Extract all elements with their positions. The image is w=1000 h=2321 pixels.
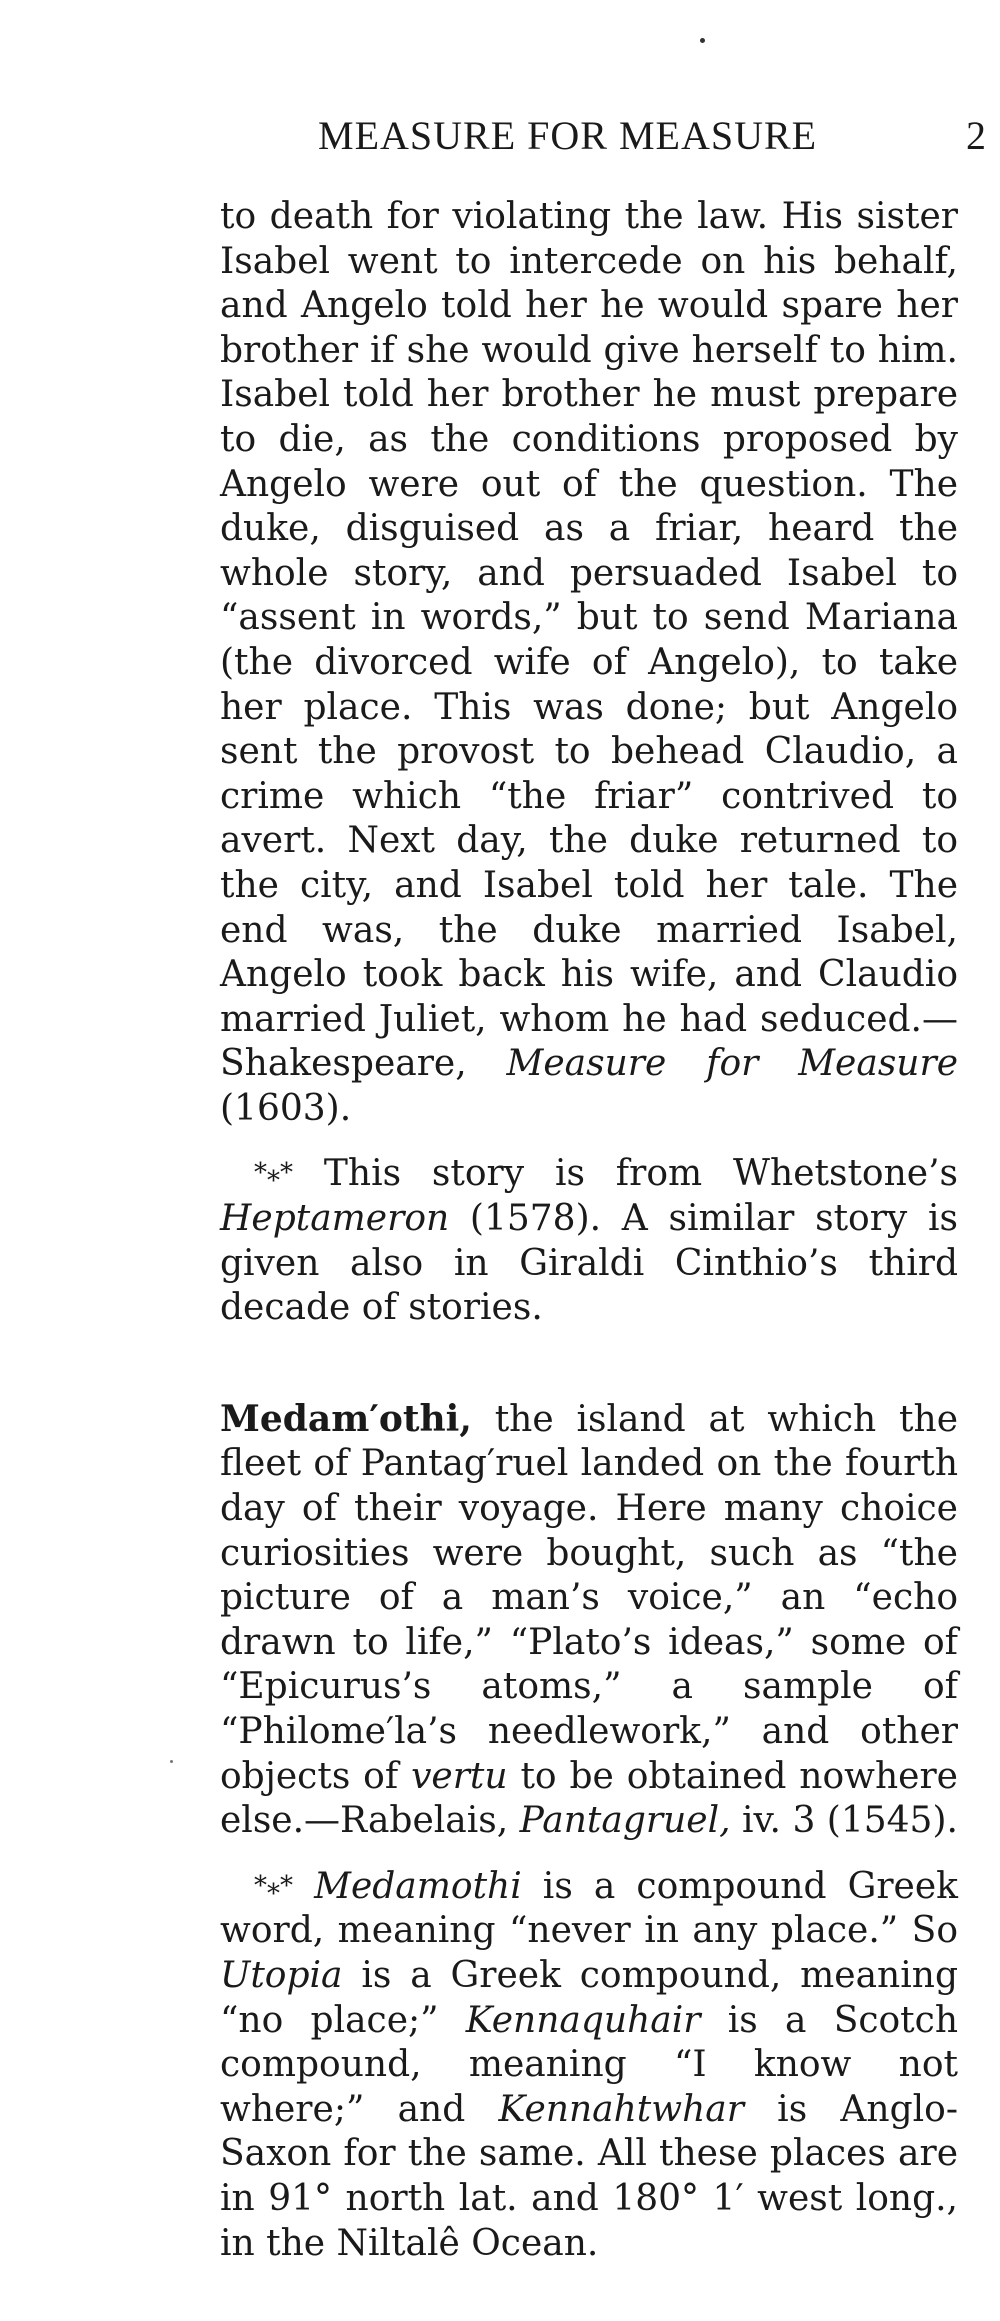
asterism-marker: *⁎* — [254, 1158, 293, 1189]
body-text: (1603). — [220, 1087, 352, 1129]
print-speck — [700, 38, 705, 43]
note-whetstone — [220, 1151, 958, 1330]
body-text: iv. 3 (1545). — [730, 1800, 958, 1842]
body-text: is a Scotch compound, meaning “I know not where;” and — [220, 1999, 958, 2130]
print-speck — [170, 1760, 173, 1763]
work-title: Pantagruel, — [519, 1800, 731, 1842]
body-text: to be obtained nowhere else.—Rabelais, — [220, 1755, 958, 1842]
italic-term: Medamothi — [314, 1865, 522, 1907]
entry-headword: Medam′othi, — [220, 1397, 472, 1440]
entry-medamothi — [220, 1397, 958, 1844]
body-text: (1578). A similar story is given also in Giraldi Cinthio’s third decade of stories. — [220, 1198, 958, 1329]
running-head: MEASURE FOR MEASURE — [318, 113, 818, 158]
page-body — [220, 195, 958, 2266]
italic-term: Utopia — [220, 1954, 343, 1996]
work-title: Heptameron — [220, 1198, 450, 1240]
paragraph-measure-for-measure — [220, 195, 958, 1131]
page-number: 2 — [966, 113, 986, 158]
body-text: to death for violating the law. His sister Isabel went to intercede on his behalf, and Angelo told her he would spare her brother if she would give herself to him. Isabel told her brother he must prepare to die, as the conditions proposed by Angelo were out of the question. The duke, disguised as a friar, heard the whole story, and persuaded Isabel to “assent in words,” but to send Mariana (the divorced wife of Angelo), to take her place. This was done; but Angelo sent the provost to behead Claudio, a crime which “the friar” contrived to avert. Next day, the duke returned to the city, and Isabel told her tale. The end was, the duke married Isabel, Angelo took back his wife, and Claudio married Juliet, whom he had seduced.—Shakespeare, — [220, 196, 958, 1085]
work-title: Measure for Measure — [506, 1043, 958, 1085]
body-text: is a Greek compound, meaning “no place;” — [220, 1954, 958, 2041]
note-medamothi — [220, 1864, 958, 2266]
italic-term: Kennahtwhar — [498, 2088, 744, 2130]
body-text: is Anglo-Saxon for the same. All these places are in 91° north lat. and 180° 1′ west long., in the Niltalê Ocean. — [220, 2088, 958, 2264]
body-text: This story is from Whetstone’s — [293, 1153, 958, 1195]
italic-term: vertu — [411, 1755, 508, 1797]
italic-term: Kennaquhair — [465, 1999, 701, 2041]
body-text: is a compound Greek word, meaning “never in any place.” So — [220, 1865, 958, 1952]
asterism-marker: *⁎* — [254, 1870, 293, 1901]
body-text: the island at which the fleet of Pantag′ruel landed on the fourth day of their voyage. Here many choice curiosities were bought, such as “the picture of a man’s voice,” an “echo drawn to life,” “Plato’s ideas,” some of “Epicurus’s atoms,” a sample of “Philome′la’s needlework,” and other objects of — [220, 1398, 958, 1797]
